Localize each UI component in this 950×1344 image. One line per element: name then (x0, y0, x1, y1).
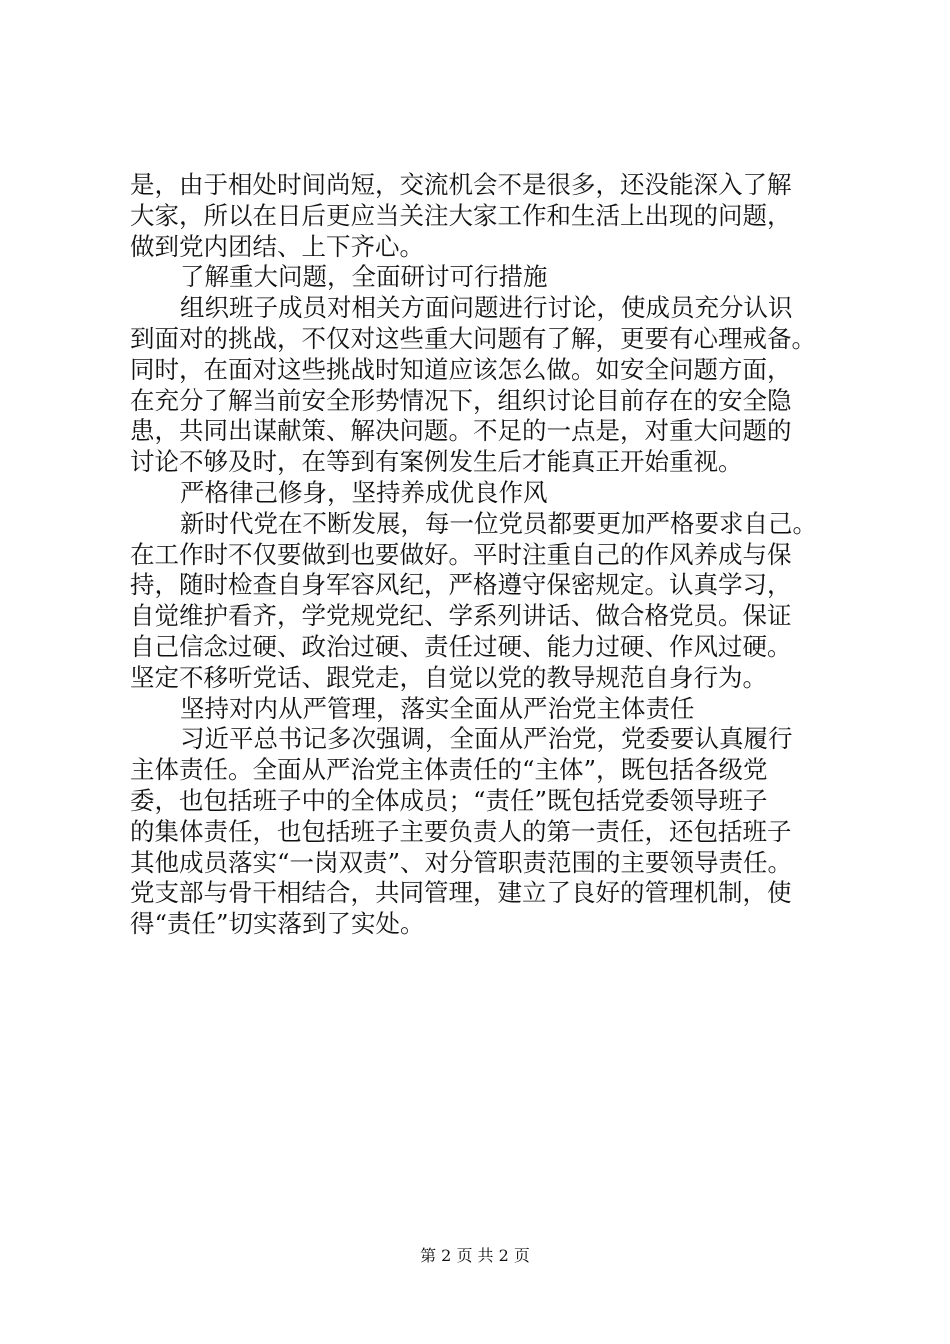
text-line: 新时代党在不断发展，每一位党员都要更加严格要求自己。 (180, 508, 817, 538)
text-line: 讨论不够及时，在等到有案例发生后才能真正开始重视。 (130, 447, 743, 477)
document-body (130, 170, 830, 940)
text-line: 到面对的挑战，不仅对这些重大问题有了解，更要有心理戒备。 (130, 323, 816, 353)
text-line: 患，共同出谋献策、解决问题。不足的一点是，对重大问题的 (130, 416, 792, 446)
text-line: 了解重大问题，全面研讨可行措施 (180, 262, 548, 292)
text-line: 自觉维护看齐，学党规党纪、学系列讲话、做合格党员。保证 (130, 601, 792, 631)
text-line: 持，随时检查自身军容风纪，严格遵守保密规定。认真学习， (130, 570, 792, 600)
text-line: 组织班子成员对相关方面问题进行讨论，使成员充分认识 (180, 293, 793, 323)
text-line: 坚持对内从严管理，落实全面从严治党主体责任 (180, 693, 695, 723)
text-line: 在工作时不仅要做到也要做好。平时注重自己的作风养成与保 (130, 539, 792, 569)
text-line: 主体责任。全面从严治党主体责任的“主体”，既包括各级党 (130, 755, 768, 785)
text-line: 坚定不移听党话、跟党走，自觉以党的教导规范自身行为。 (130, 662, 767, 692)
text-line: 是，由于相处时间尚短，交流机会不是很多，还没能深入了解 (130, 170, 792, 199)
text-line: 的集体责任，也包括班子主要负责人的第一责任，还包括班子 (130, 816, 792, 846)
text-line: 严格律己修身，坚持养成优良作风 (180, 477, 548, 507)
text-line: 其他成员落实“一岗双责”、对分管职责范围的主要领导责任。 (130, 847, 793, 877)
text-line: 做到党内团结、上下齐心。 (130, 231, 424, 261)
text-line: 同时，在面对这些挑战时知道应该怎么做。如安全问题方面， (130, 354, 792, 384)
text-line: 习近平总书记多次强调，全面从严治党，党委要认真履行 (180, 724, 793, 754)
page-footer: 第 2 页 共 2 页 (420, 1246, 530, 1265)
text-line: 得“责任”切实落到了实处。 (130, 909, 425, 939)
text-line: 委，也包括班子中的全体成员；“责任”既包括党委领导班子 (130, 785, 768, 815)
text-line: 自己信念过硬、政治过硬、责任过硬、能力过硬、作风过硬。 (130, 631, 792, 661)
text-line: 在充分了解当前安全形势情况下，组织讨论目前存在的安全隐 (130, 385, 792, 415)
text-line: 大家，所以在日后更应当关注大家工作和生活上出现的问题， (130, 200, 792, 230)
text-line: 党支部与骨干相结合，共同管理，建立了良好的管理机制，使 (130, 878, 792, 908)
